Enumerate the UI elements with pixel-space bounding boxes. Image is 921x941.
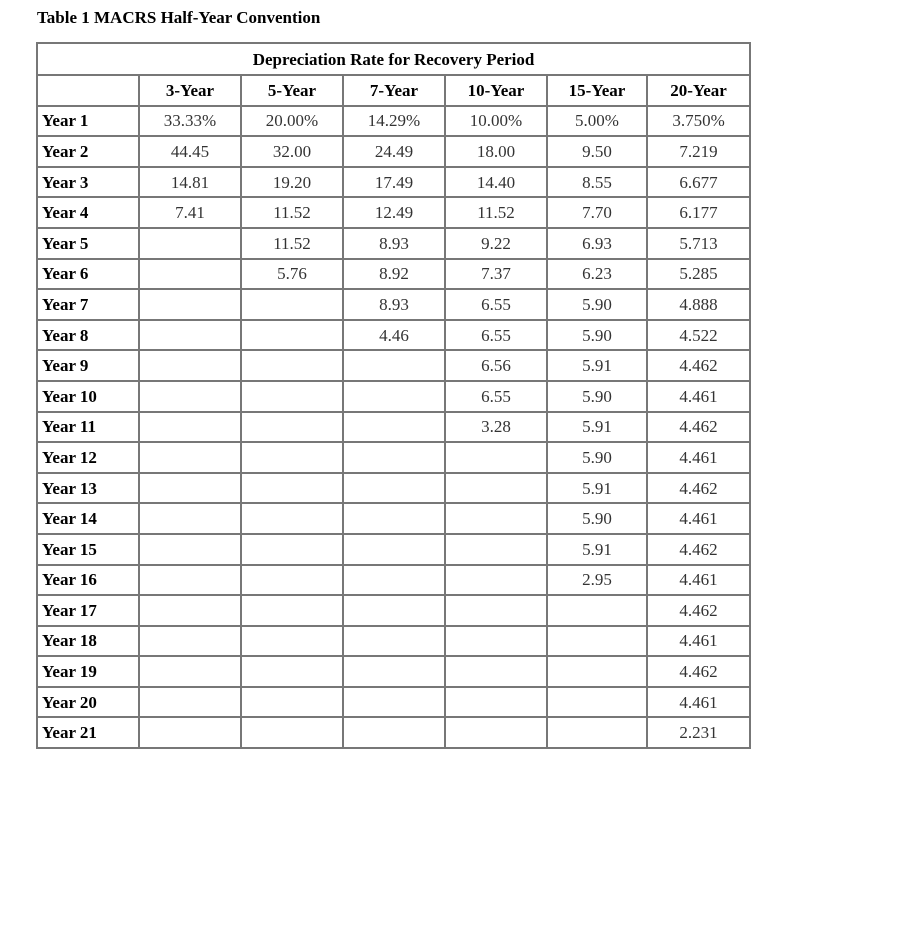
rate-cell-7-year: 14.29% [343, 106, 445, 137]
rate-cell-10-year [445, 656, 547, 687]
rate-cell-3-year [139, 626, 241, 657]
rate-cell-10-year [445, 687, 547, 718]
row-label: Year 18 [37, 626, 139, 657]
rate-cell-3-year: 7.41 [139, 197, 241, 228]
rate-cell-20-year: 4.461 [647, 626, 750, 657]
rate-cell-7-year: 8.93 [343, 228, 445, 259]
rate-cell-7-year: 12.49 [343, 197, 445, 228]
rate-cell-3-year [139, 381, 241, 412]
rate-cell-5-year [241, 503, 343, 534]
rate-cell-10-year: 9.22 [445, 228, 547, 259]
rate-cell-3-year [139, 565, 241, 596]
group-header: Depreciation Rate for Recovery Period [37, 43, 750, 75]
rate-cell-7-year [343, 412, 445, 443]
rate-cell-20-year: 2.231 [647, 717, 750, 748]
row-label: Year 4 [37, 197, 139, 228]
rate-cell-15-year: 5.90 [547, 320, 647, 351]
table-row [37, 350, 750, 381]
rate-cell-5-year [241, 350, 343, 381]
rate-cell-15-year [547, 717, 647, 748]
rate-cell-15-year: 6.23 [547, 259, 647, 290]
rate-cell-5-year [241, 381, 343, 412]
rate-cell-5-year: 32.00 [241, 136, 343, 167]
rate-cell-3-year [139, 687, 241, 718]
rate-cell-7-year [343, 595, 445, 626]
row-label: Year 20 [37, 687, 139, 718]
rate-cell-7-year [343, 656, 445, 687]
rate-cell-10-year: 6.56 [445, 350, 547, 381]
table-row [37, 259, 750, 290]
rate-cell-15-year [547, 656, 647, 687]
row-label: Year 2 [37, 136, 139, 167]
row-label: Year 17 [37, 595, 139, 626]
rate-cell-5-year [241, 442, 343, 473]
rate-cell-7-year [343, 565, 445, 596]
rate-cell-5-year: 20.00% [241, 106, 343, 137]
table-caption: Table 1 MACRS Half-Year Convention [37, 8, 321, 27]
rate-cell-15-year: 5.90 [547, 503, 647, 534]
rate-cell-15-year: 6.93 [547, 228, 647, 259]
row-label: Year 7 [37, 289, 139, 320]
rate-cell-10-year [445, 717, 547, 748]
rate-cell-5-year [241, 626, 343, 657]
table-row [37, 197, 750, 228]
column-header-3-year: 3-Year [139, 75, 241, 106]
table-row [37, 473, 750, 504]
rate-cell-5-year: 19.20 [241, 167, 343, 198]
table-row [37, 595, 750, 626]
rate-cell-10-year [445, 503, 547, 534]
table-row [37, 687, 750, 718]
rate-cell-10-year [445, 626, 547, 657]
column-header-15-year: 15-Year [547, 75, 647, 106]
rate-cell-7-year: 24.49 [343, 136, 445, 167]
rate-cell-15-year: 5.91 [547, 534, 647, 565]
rate-cell-5-year [241, 565, 343, 596]
rate-cell-20-year: 4.461 [647, 687, 750, 718]
rate-cell-15-year: 5.90 [547, 442, 647, 473]
column-header-row [37, 75, 750, 106]
table-body [37, 106, 750, 748]
rate-cell-3-year: 44.45 [139, 136, 241, 167]
rate-cell-20-year: 6.677 [647, 167, 750, 198]
rate-cell-20-year: 4.522 [647, 320, 750, 351]
rate-cell-3-year [139, 717, 241, 748]
table-row [37, 503, 750, 534]
rate-cell-15-year: 5.00% [547, 106, 647, 137]
rate-cell-20-year: 4.461 [647, 503, 750, 534]
rate-cell-5-year: 11.52 [241, 197, 343, 228]
row-label: Year 16 [37, 565, 139, 596]
rate-cell-3-year [139, 534, 241, 565]
table-row [37, 442, 750, 473]
rate-cell-15-year: 2.95 [547, 565, 647, 596]
row-label: Year 8 [37, 320, 139, 351]
rate-cell-10-year [445, 442, 547, 473]
rate-cell-10-year: 14.40 [445, 167, 547, 198]
row-label: Year 1 [37, 106, 139, 137]
row-label: Year 15 [37, 534, 139, 565]
rate-cell-20-year: 4.461 [647, 381, 750, 412]
table-row [37, 626, 750, 657]
rate-cell-20-year: 4.462 [647, 656, 750, 687]
rate-cell-15-year: 8.55 [547, 167, 647, 198]
rate-cell-7-year: 17.49 [343, 167, 445, 198]
rate-cell-20-year: 4.462 [647, 473, 750, 504]
rate-cell-10-year: 6.55 [445, 381, 547, 412]
rate-cell-15-year [547, 626, 647, 657]
rate-cell-7-year: 4.46 [343, 320, 445, 351]
rate-cell-7-year [343, 626, 445, 657]
rate-cell-3-year [139, 656, 241, 687]
rate-cell-7-year [343, 503, 445, 534]
rate-cell-3-year: 14.81 [139, 167, 241, 198]
row-label: Year 14 [37, 503, 139, 534]
rate-cell-5-year: 11.52 [241, 228, 343, 259]
rate-cell-15-year [547, 687, 647, 718]
rate-cell-5-year [241, 534, 343, 565]
rate-cell-3-year [139, 412, 241, 443]
row-label: Year 19 [37, 656, 139, 687]
rate-cell-10-year [445, 595, 547, 626]
column-header-5-year: 5-Year [241, 75, 343, 106]
rate-cell-5-year [241, 595, 343, 626]
rate-cell-3-year [139, 228, 241, 259]
rate-cell-3-year [139, 442, 241, 473]
table-row [37, 167, 750, 198]
rate-cell-5-year [241, 289, 343, 320]
rate-cell-3-year [139, 595, 241, 626]
rate-cell-3-year [139, 259, 241, 290]
row-label: Year 9 [37, 350, 139, 381]
table-row [37, 412, 750, 443]
rate-cell-20-year: 4.461 [647, 442, 750, 473]
rate-cell-10-year: 11.52 [445, 197, 547, 228]
rate-cell-7-year [343, 687, 445, 718]
rate-cell-20-year: 4.462 [647, 412, 750, 443]
rate-cell-3-year [139, 473, 241, 504]
rate-cell-5-year [241, 656, 343, 687]
column-header-20-year: 20-Year [647, 75, 750, 106]
table-row [37, 136, 750, 167]
row-label: Year 3 [37, 167, 139, 198]
table-row [37, 381, 750, 412]
rate-cell-7-year: 8.92 [343, 259, 445, 290]
rate-cell-10-year: 3.28 [445, 412, 547, 443]
table-row [37, 717, 750, 748]
table-row [37, 228, 750, 259]
rate-cell-7-year [343, 442, 445, 473]
rate-cell-20-year: 4.462 [647, 350, 750, 381]
rate-cell-15-year [547, 595, 647, 626]
row-label: Year 11 [37, 412, 139, 443]
table-row [37, 656, 750, 687]
table-row [37, 565, 750, 596]
rate-cell-20-year: 4.888 [647, 289, 750, 320]
rate-cell-10-year: 10.00% [445, 106, 547, 137]
rate-cell-10-year: 6.55 [445, 320, 547, 351]
rate-cell-15-year: 5.91 [547, 473, 647, 504]
row-label: Year 13 [37, 473, 139, 504]
rate-cell-10-year: 18.00 [445, 136, 547, 167]
table-row [37, 106, 750, 137]
row-label: Year 12 [37, 442, 139, 473]
rate-cell-20-year: 7.219 [647, 136, 750, 167]
rate-cell-5-year [241, 687, 343, 718]
rate-cell-15-year: 5.90 [547, 381, 647, 412]
macrs-table [36, 42, 751, 749]
rate-cell-5-year [241, 473, 343, 504]
rate-cell-10-year [445, 473, 547, 504]
rate-cell-20-year: 4.462 [647, 595, 750, 626]
rate-cell-20-year: 5.285 [647, 259, 750, 290]
rate-cell-10-year: 6.55 [445, 289, 547, 320]
row-label: Year 5 [37, 228, 139, 259]
rate-cell-10-year [445, 565, 547, 596]
rate-cell-7-year: 8.93 [343, 289, 445, 320]
rate-cell-3-year: 33.33% [139, 106, 241, 137]
rate-cell-20-year: 5.713 [647, 228, 750, 259]
rate-cell-5-year: 5.76 [241, 259, 343, 290]
rate-cell-15-year: 5.90 [547, 289, 647, 320]
column-header-10-year: 10-Year [445, 75, 547, 106]
rate-cell-7-year [343, 534, 445, 565]
rate-cell-7-year [343, 381, 445, 412]
rate-cell-7-year [343, 717, 445, 748]
rate-cell-7-year [343, 350, 445, 381]
row-label: Year 21 [37, 717, 139, 748]
rate-cell-3-year [139, 289, 241, 320]
table-row [37, 534, 750, 565]
row-label: Year 6 [37, 259, 139, 290]
rate-cell-15-year: 7.70 [547, 197, 647, 228]
rate-cell-3-year [139, 350, 241, 381]
rate-cell-5-year [241, 717, 343, 748]
rate-cell-7-year [343, 473, 445, 504]
rate-cell-5-year [241, 412, 343, 443]
column-header-7-year: 7-Year [343, 75, 445, 106]
rate-cell-15-year: 5.91 [547, 412, 647, 443]
table-row [37, 320, 750, 351]
rate-cell-10-year [445, 534, 547, 565]
column-header-blank [37, 75, 139, 106]
row-label: Year 10 [37, 381, 139, 412]
rate-cell-3-year [139, 320, 241, 351]
rate-cell-20-year: 3.750% [647, 106, 750, 137]
rate-cell-15-year: 9.50 [547, 136, 647, 167]
rate-cell-15-year: 5.91 [547, 350, 647, 381]
rate-cell-10-year: 7.37 [445, 259, 547, 290]
rate-cell-20-year: 4.461 [647, 565, 750, 596]
group-header-row [37, 43, 750, 75]
rate-cell-3-year [139, 503, 241, 534]
rate-cell-20-year: 6.177 [647, 197, 750, 228]
rate-cell-5-year [241, 320, 343, 351]
table-row [37, 289, 750, 320]
rate-cell-20-year: 4.462 [647, 534, 750, 565]
